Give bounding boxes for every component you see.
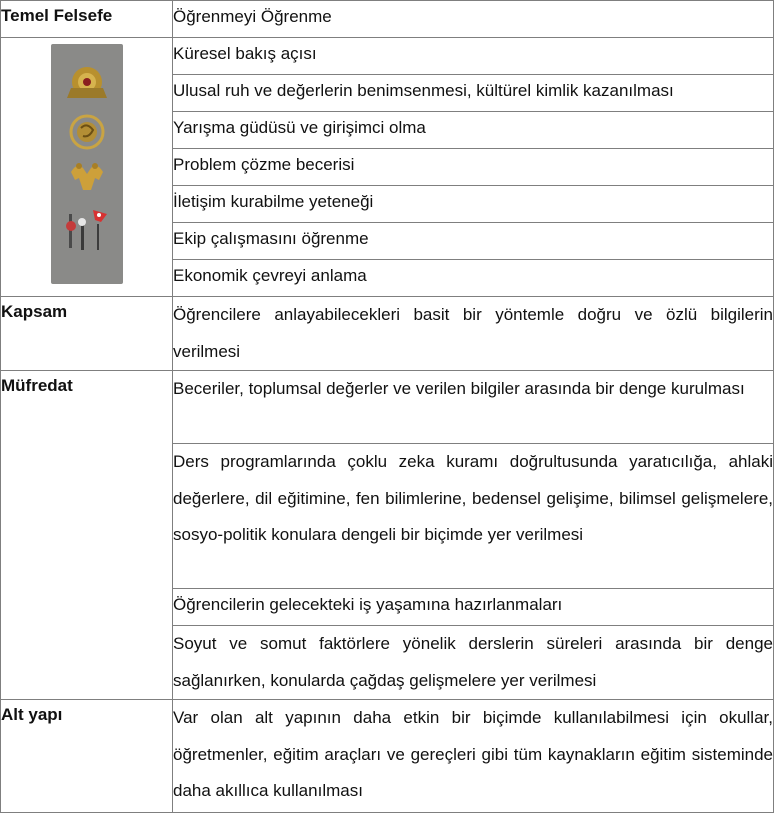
emblem-panel xyxy=(51,44,123,284)
philosophy-item: Öğrenmeyi Öğrenme xyxy=(173,1,774,38)
philosophy-item: Ekip çalışmasını öğrenme xyxy=(173,223,774,260)
philosophy-item: Küresel bakış açısı xyxy=(173,38,774,75)
double-headed-eagle-icon xyxy=(71,163,103,190)
philosophy-item: İletişim kurabilme yeteneği xyxy=(173,186,774,223)
table-row xyxy=(1,1,774,38)
philosophy-item: Problem çözme becerisi xyxy=(173,149,774,186)
row-label-mufredat: Müfredat xyxy=(1,371,173,700)
table-row xyxy=(1,297,774,371)
infrastructure-text: Var olan alt yapının daha etkin bir biçimde kullanılabilmesi için okullar, öğretmenler, eğitim araçları ve gereçleri gibi tüm kaynakların eğitim sisteminde daha akıllıca kullanılması xyxy=(173,700,774,813)
curriculum-text: Beceriler, toplumsal değerler ve verilen bilgiler arasında bir denge kurulması xyxy=(173,371,774,444)
row-label-temel-felsefe: Temel Felsefe xyxy=(1,1,173,38)
tughra-medallion-icon xyxy=(71,116,103,148)
pins-and-flag-icon xyxy=(66,210,107,250)
philosophy-item: Ekonomik çevreyi anlama xyxy=(173,260,774,297)
row-label-kapsam: Kapsam xyxy=(1,297,173,371)
emblem-icons xyxy=(51,44,123,284)
table-row xyxy=(1,38,774,75)
curriculum-item: Öğrencilerin gelecekteki iş yaşamına hazırlanmaları xyxy=(173,589,774,626)
curriculum-item: Ders programlarında çoklu zeka kuramı doğrultusunda yaratıcılığa, ahlaki değerlere, dil eğitimine, fen bilimlerine, bedensel gelişime, bilimsel gelişmelere, sosyo-politik konulara dengeli bir biçimde yer verilmesi xyxy=(173,444,774,589)
scope-text: Öğrencilere anlayabilecekleri basit bir yöntemle doğru ve özlü bilgilerin verilmesi xyxy=(173,297,774,371)
curriculum-item: Soyut ve somut faktörlere yönelik derslerin süreleri arasında bir denge sağlanırken, konularda çağdaş gelişmelere yer verilmesi xyxy=(173,626,774,700)
philosophy-item: Ulusal ruh ve değerlerin benimsenmesi, kültürel kimlik kazanılması xyxy=(173,75,774,112)
ottoman-coat-of-arms-icon xyxy=(67,67,107,98)
table-row xyxy=(1,700,774,813)
table-row xyxy=(1,371,774,444)
emblem-cell xyxy=(1,38,173,297)
philosophy-item: Yarışma güdüsü ve girişimci olma xyxy=(173,112,774,149)
row-label-alt-yapi: Alt yapı xyxy=(1,700,173,813)
